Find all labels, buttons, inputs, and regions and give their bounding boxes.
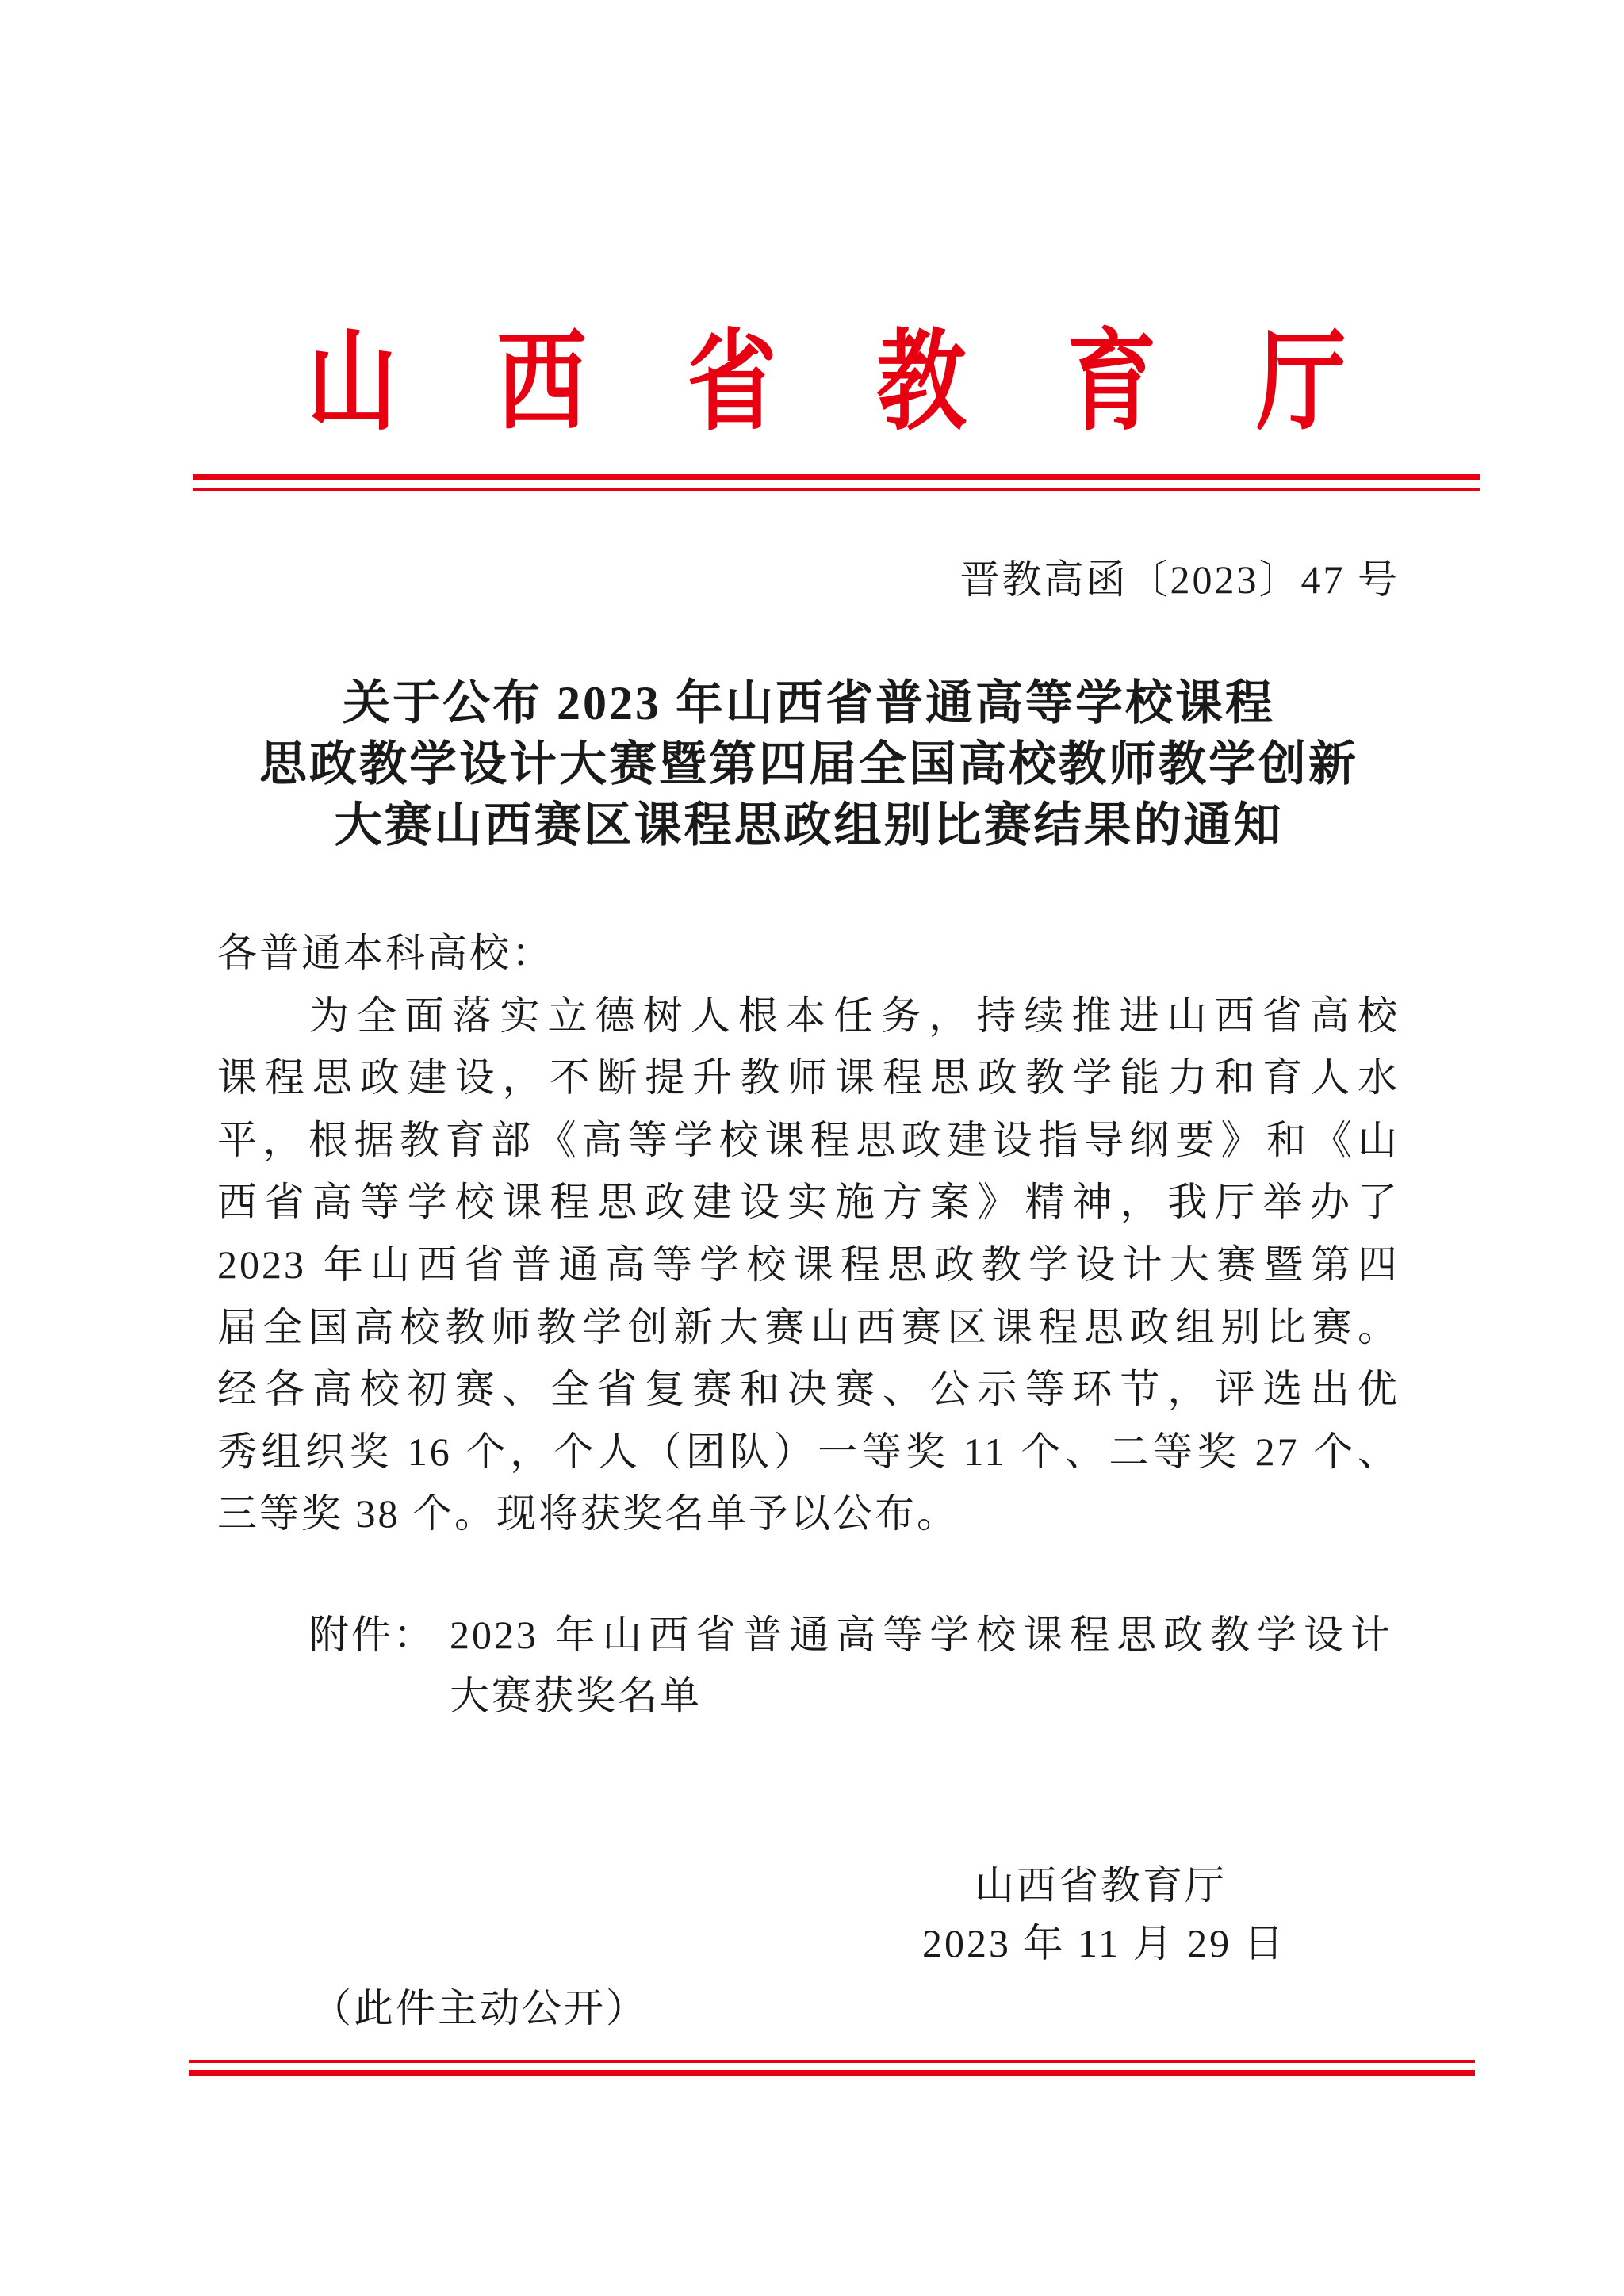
- document-body: [217, 922, 1400, 1545]
- issuer-name: 山西省教育厅: [975, 1863, 1227, 1908]
- attachment-line: 2023 年山西省普通高等学校课程思政教学设计: [450, 1613, 1392, 1657]
- masthead-title: [297, 316, 1356, 446]
- masthead-char: 省: [687, 316, 777, 446]
- title-line: 关于公布 2023 年山西省普通高等学校课程: [343, 677, 1275, 729]
- body-line: 2023 年山西省普通高等学校课程思政教学设计大赛暨第四: [217, 1242, 1400, 1287]
- body-line: 平，根据教育部《高等学校课程思政建设指导纲要》和《山: [217, 1117, 1400, 1162]
- body-line: 三等奖 38 个。现将获奖名单予以公布。: [217, 1491, 959, 1536]
- attachment-line: 大赛获奖名单: [450, 1674, 702, 1718]
- attachment-label: 附件：: [309, 1613, 435, 1657]
- body-line: 经各高校初赛、全省复赛和决赛、公示等环节，评选出优: [217, 1367, 1400, 1412]
- masthead-char: 厅: [1256, 316, 1346, 446]
- body-line: 届全国高校教师教学创新大赛山西赛区课程思政组别比赛。: [217, 1304, 1400, 1349]
- body-line: 课程思政建设，不断提升教师课程思政教学能力和育人水: [217, 1055, 1400, 1100]
- salutation: 各普通本科高校：: [217, 931, 553, 975]
- title-line: 思政教学设计大赛暨第四届全国高校教师教学创新: [259, 738, 1358, 790]
- body-line: 西省高等学校课程思政建设实施方案》精神，我厅举办了: [217, 1180, 1400, 1225]
- disclosure-note: （此件主动公开）: [312, 1986, 648, 2030]
- attachment-text: [450, 1605, 1392, 1727]
- title-line: 大赛山西赛区课程思政组别比赛结果的通知: [334, 799, 1284, 851]
- footer-rule-thin: [189, 2060, 1475, 2063]
- masthead-char: 西: [496, 316, 587, 446]
- body-line: 为全面落实立德树人根本任务，持续推进山西省高校: [309, 993, 1400, 1038]
- document-number: 晋教高函〔2023〕47 号: [959, 557, 1400, 602]
- footer-rule-thick: [189, 2070, 1475, 2076]
- document-title: [0, 673, 1618, 856]
- masthead-rule-thick: [193, 474, 1480, 480]
- body-line: 秀组织奖 16 个，个人（团队）一等奖 11 个、二等奖 27 个、: [217, 1429, 1400, 1474]
- masthead-rule-thin: [193, 488, 1480, 491]
- issue-date: 2023 年 11 月 29 日: [922, 1921, 1286, 1965]
- masthead-char: 山: [307, 316, 397, 446]
- masthead-char: 育: [1066, 316, 1157, 446]
- masthead-char: 教: [876, 316, 967, 446]
